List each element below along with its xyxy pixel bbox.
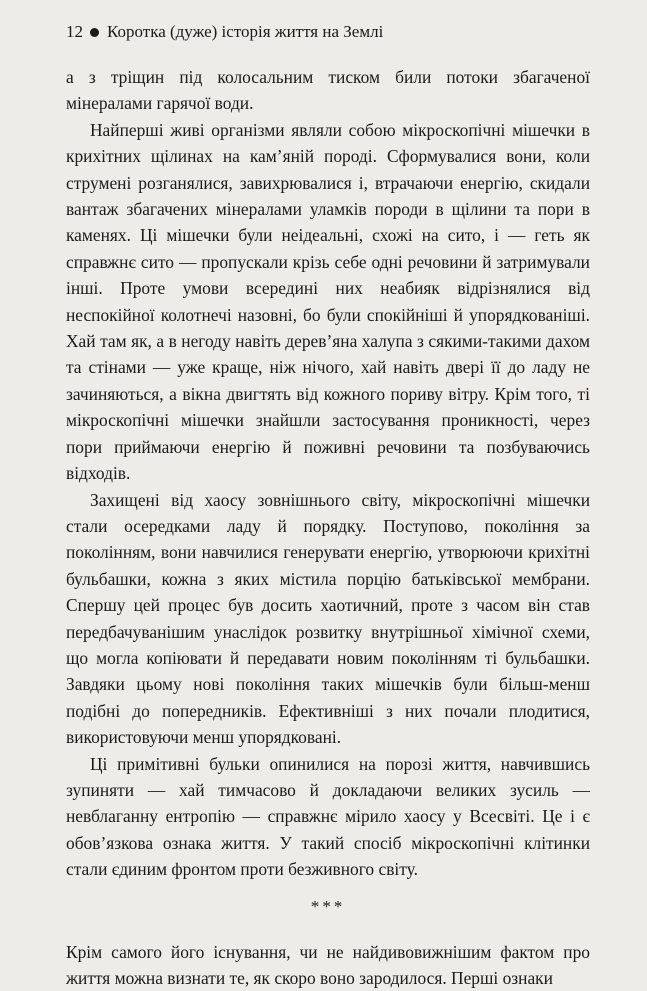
paragraph: Захищені від хаосу зовнішнього світу, мікроскопічні мішечки стали осередками ладу й порядку. Поступово, покоління за поколінням, вони навчилися генерувати енергію, утворюючи крихітні бульбашки, кожна з яких містила порцію батьківської мембрани. Спершу цей процес був досить хаотичний, проте з часом він став передбачуванішим унаслідок розвитку внутрішньої хімічної схеми, що могла копіювати й передавати новим поколінням ті бульбашки. Завдяки цьому нові покоління таких мішечків були більш-менш подібні до попередників. Ефективніші з них почали плодитися, використовуючи менш упорядковані. (66, 489, 590, 748)
paragraph-continued: а з тріщин під колосальним тиском били потоки збагаченої мінералами гарячої води. (66, 67, 590, 114)
section-break: *** (310, 896, 346, 916)
paragraph: Найперші живі організми являли собою мікроскопічні мішечки в крихітних щілинах на кам’яній породі. Сформувалися вони, коли струмені розганялися, завихрювалися і, втрачаючи енергію, скидали вантаж збагачених мінералами уламків породи в щілини та пори в каменях. Ці мішечки були неідеальні, схожі на сито, і — геть як справжнє сито — пропускали крізь себе одні речовини й затримували інші. Проте умови всередині них неабияк відрізнялися від неспокійної колотнечі назовні, бо були спокійніші й упорядкованіші. Хай там як, а в негоду навіть дерев’яна халупа з сякими-такими дахом та стінами — уже краще, ніж нічого, хай навіть двері її до ладу не зачиняються, а вікна двигтять від кожного пориву вітру. Крім того, ті мікроскопічні мішечки знайшли застосування проникності, через пори приймаючи енергію й поживні речовини та позбуваючись відходів. (66, 119, 590, 484)
paragraph: Ці примітивні бульки опинилися на порозі життя, навчившись зупиняти — хай тимчасово й докладаючи великих зусиль — невблаганну ентропію — справжнє мірило хаосу у Всесвіті. Це і є обов’язкова ознака життя. У такий спосіб мікроскопічні клітинки стали єдиним фронтом проти безживного світу. (66, 753, 590, 880)
bullet-icon (90, 28, 99, 37)
paragraph-new-section: Крім самого його існування, чи не найдивовижнішим фактом про життя можна визнати те, як скоро воно зародилося. Перші ознаки (66, 941, 590, 988)
body-text (66, 64, 590, 991)
running-title: Коротка (дуже) історія життя на Землі (107, 22, 384, 41)
running-header (66, 22, 590, 42)
page-number: 12 (66, 22, 83, 41)
